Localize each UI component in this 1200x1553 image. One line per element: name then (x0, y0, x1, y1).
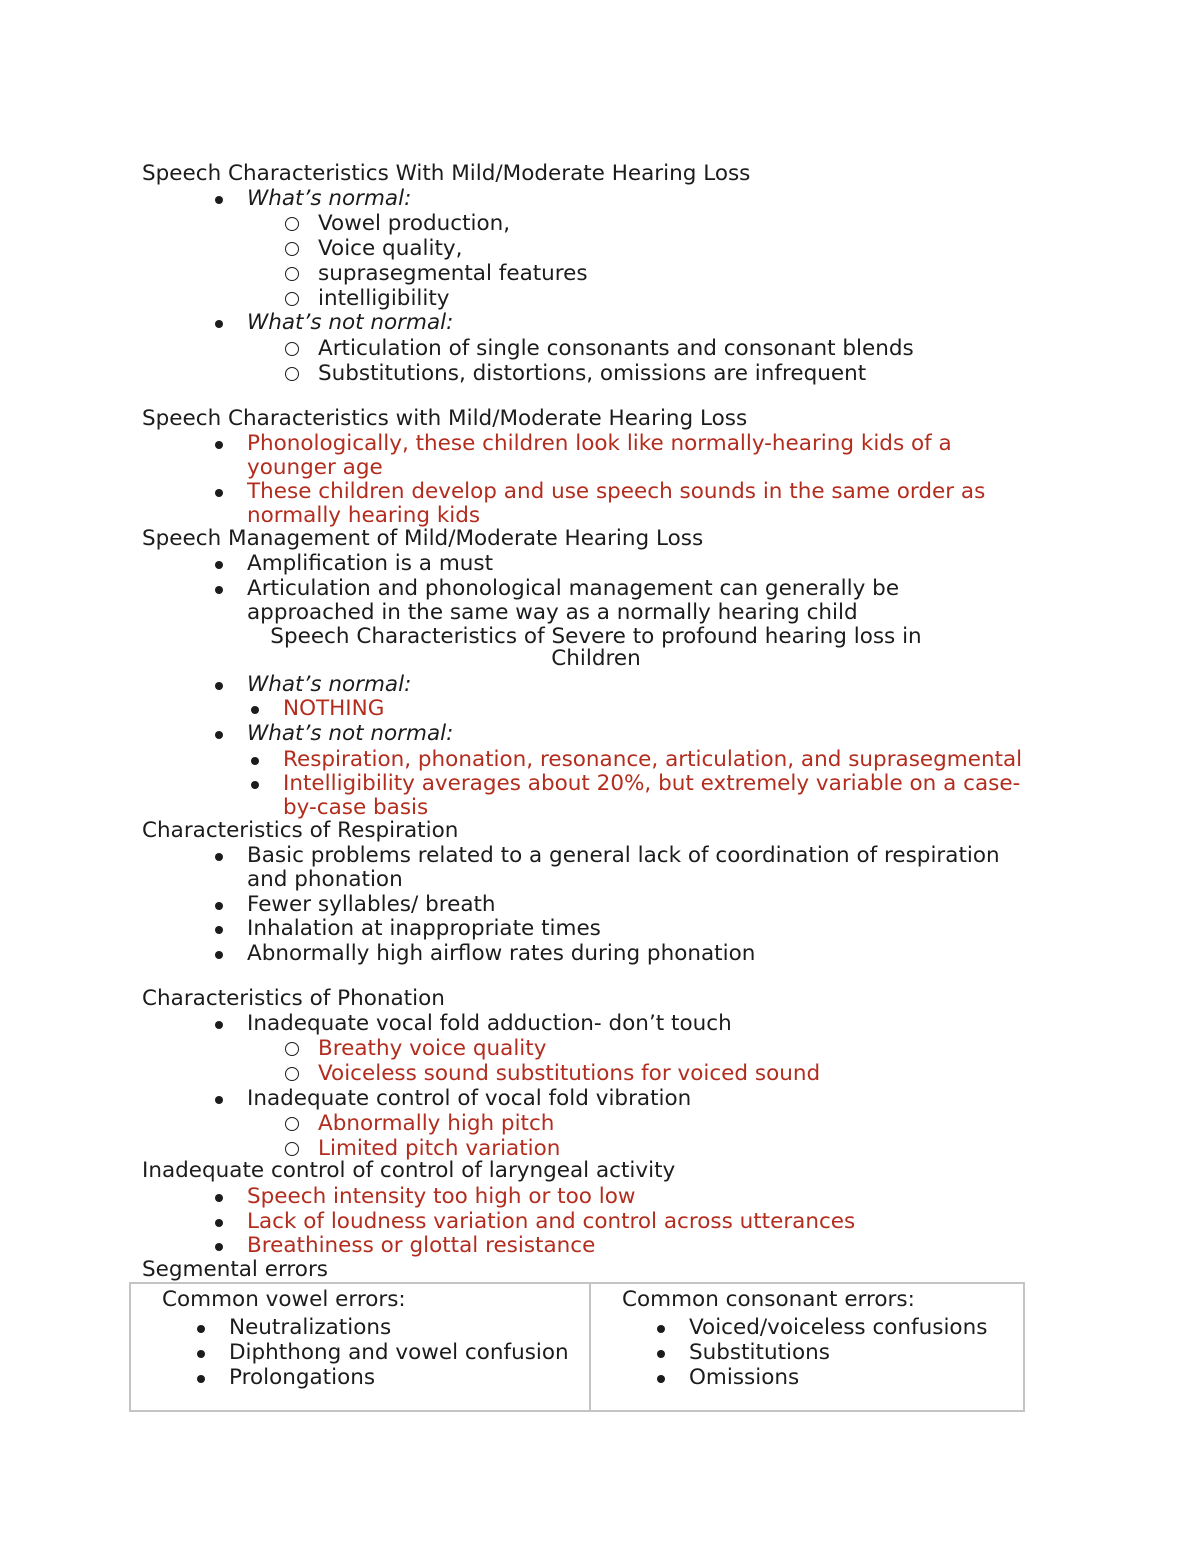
list-item: Lack of loudness variation and control across utterances (247, 1209, 856, 1234)
list-item: What’s normal: (247, 672, 412, 697)
list-item-continuation: younger age (247, 455, 383, 480)
circle-bullet-icon (285, 242, 299, 256)
list-item: Substitutions (689, 1340, 830, 1365)
bullet-icon (197, 1375, 205, 1383)
bullet-icon (215, 586, 223, 594)
bullet-icon (197, 1325, 205, 1333)
list-item-continuation: approached in the same way as a normally hearing child (247, 600, 858, 625)
circle-bullet-icon (285, 1067, 299, 1081)
centered-title: Speech Characteristics of Severe to profound hearing loss in (270, 624, 922, 649)
list-item: intelligibility (318, 286, 450, 311)
bullet-icon (215, 682, 223, 690)
bullet-icon (215, 1021, 223, 1029)
centered-title-continuation: Children (551, 646, 641, 671)
circle-bullet-icon (285, 217, 299, 231)
list-item: Breathy voice quality (318, 1036, 547, 1061)
section-heading: Speech Management of Mild/Moderate Hearing Loss (142, 526, 704, 551)
list-item-continuation: normally hearing kids (247, 503, 481, 528)
list-item-continuation: by-case basis (283, 795, 429, 820)
bullet-icon (215, 951, 223, 959)
list-item: Limited pitch variation (318, 1136, 561, 1161)
list-item: Speech intensity too high or too low (247, 1184, 636, 1209)
bullet-icon (251, 781, 259, 789)
list-item: What’s normal: (247, 186, 412, 211)
list-item: Inhalation at inappropriate times (247, 916, 601, 941)
list-item: Abnormally high airflow rates during phonation (247, 941, 756, 966)
list-item: Voice quality, (318, 236, 463, 261)
list-item: Articulation of single consonants and consonant blends (318, 336, 914, 361)
list-item: Inadequate vocal fold adduction- don’t touch (247, 1011, 732, 1036)
list-item: Breathiness or glottal resistance (247, 1233, 596, 1258)
bullet-icon (657, 1350, 665, 1358)
list-item: Basic problems related to a general lack of coordination of respiration (247, 843, 1000, 868)
list-item: Substitutions, distortions, omissions are infrequent (318, 361, 867, 386)
bullet-icon (215, 926, 223, 934)
bullet-icon (215, 731, 223, 739)
list-item: suprasegmental features (318, 261, 588, 286)
bullet-icon (215, 196, 223, 204)
list-item: Amplification is a must (247, 551, 494, 576)
bullet-icon (215, 1194, 223, 1202)
section-heading: Characteristics of Phonation (142, 986, 445, 1011)
list-item: Omissions (689, 1365, 800, 1390)
table-cell-title: Common consonant errors: (622, 1287, 915, 1312)
circle-bullet-icon (285, 1142, 299, 1156)
bullet-icon (215, 441, 223, 449)
list-item: Articulation and phonological management can generally be (247, 576, 900, 601)
list-item: Prolongations (229, 1365, 376, 1390)
section-heading: Characteristics of Respiration (142, 818, 459, 843)
circle-bullet-icon (285, 1117, 299, 1131)
list-item: What’s not normal: (247, 310, 454, 335)
list-item: Diphthong and vowel confusion (229, 1340, 569, 1365)
list-item: These children develop and use speech sounds in the same order as (247, 479, 986, 504)
bullet-icon (215, 902, 223, 910)
bullet-icon (657, 1375, 665, 1383)
list-item: Phonologically, these children look like normally-hearing kids of a (247, 431, 952, 456)
bullet-icon (215, 320, 223, 328)
section-heading: Segmental errors (142, 1257, 328, 1282)
bullet-icon (251, 706, 259, 714)
list-item: NOTHING (283, 696, 385, 721)
bullet-icon (197, 1350, 205, 1358)
list-item: Voiceless sound substitutions for voiced sound (318, 1061, 821, 1086)
list-item: Fewer syllables/ breath (247, 892, 496, 917)
circle-bullet-icon (285, 292, 299, 306)
list-item: Vowel production, (318, 211, 511, 236)
table-cell-title: Common vowel errors: (162, 1287, 406, 1312)
bullet-icon (215, 853, 223, 861)
bullet-icon (215, 1219, 223, 1227)
bullet-icon (657, 1325, 665, 1333)
bullet-icon (215, 561, 223, 569)
list-item: Neutralizations (229, 1315, 392, 1340)
bullet-icon (215, 1096, 223, 1104)
bullet-icon (215, 489, 223, 497)
table-divider (589, 1282, 591, 1412)
list-item: Respiration, phonation, resonance, articulation, and suprasegmental (283, 747, 1023, 772)
list-item: Voiced/voiceless confusions (689, 1315, 988, 1340)
circle-bullet-icon (285, 342, 299, 356)
circle-bullet-icon (285, 267, 299, 281)
section-heading: Inadequate control of control of laryngeal activity (142, 1158, 676, 1183)
section-heading: Speech Characteristics with Mild/Moderate Hearing Loss (142, 406, 748, 431)
bullet-icon (215, 1243, 223, 1251)
section-heading: Speech Characteristics With Mild/Moderate Hearing Loss (142, 161, 751, 186)
list-item-continuation: and phonation (247, 867, 403, 892)
list-item: Inadequate control of vocal fold vibration (247, 1086, 692, 1111)
bullet-icon (251, 757, 259, 765)
list-item: Abnormally high pitch (318, 1111, 555, 1136)
list-item: Intelligibility averages about 20%, but extremely variable on a case- (283, 771, 1021, 796)
circle-bullet-icon (285, 1042, 299, 1056)
list-item: What’s not normal: (247, 721, 454, 746)
circle-bullet-icon (285, 367, 299, 381)
